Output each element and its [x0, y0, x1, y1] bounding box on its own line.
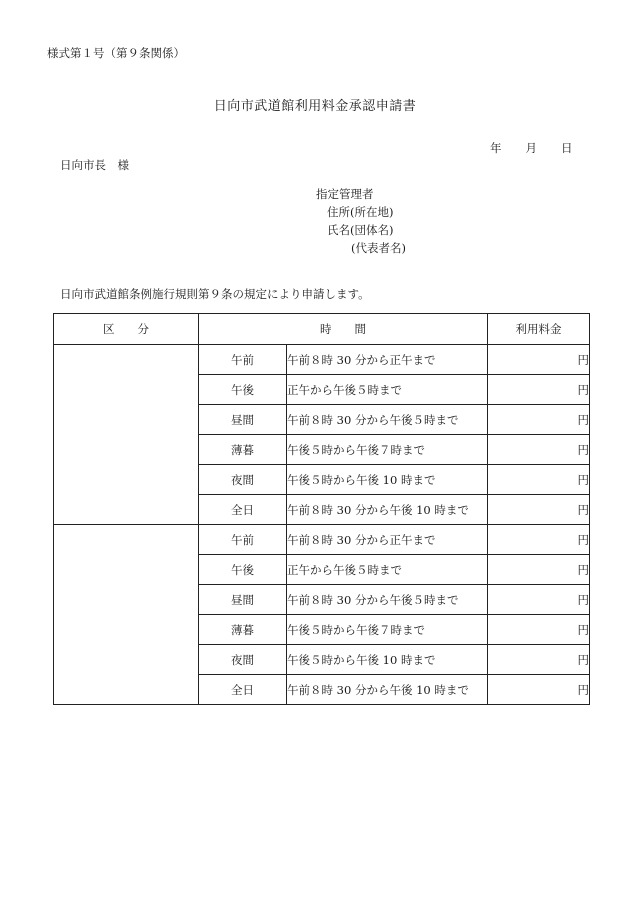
date-line — [490, 140, 573, 156]
hours-cell: 午後５時から午後 10 時まで — [287, 465, 488, 495]
period-cell: 午後 — [199, 375, 287, 405]
hours-cell: 午前８時 30 分から午後 10 時まで — [287, 495, 488, 525]
date-day-label: 日 — [561, 141, 573, 155]
fee-cell[interactable]: 円 — [488, 585, 590, 615]
fee-cell[interactable]: 円 — [488, 435, 590, 465]
period-cell: 夜間 — [199, 645, 287, 675]
fee-cell[interactable]: 円 — [488, 495, 590, 525]
addressee: 日向市長 様 — [60, 158, 129, 172]
period-cell: 午前 — [199, 525, 287, 555]
table-body — [54, 345, 590, 705]
applicant-representative-label: (代表者名) — [351, 241, 406, 255]
fee-cell[interactable]: 円 — [488, 465, 590, 495]
period-cell: 午前 — [199, 345, 287, 375]
table-row — [54, 525, 590, 555]
hours-cell: 午後５時から午後７時まで — [287, 615, 488, 645]
fee-cell[interactable]: 円 — [488, 645, 590, 675]
period-cell: 昼間 — [199, 585, 287, 615]
category-cell[interactable] — [54, 345, 199, 525]
date-year-label: 年 — [490, 141, 502, 155]
period-cell: 午後 — [199, 555, 287, 585]
hours-cell: 午前８時 30 分から午後５時まで — [287, 405, 488, 435]
hours-cell: 午前８時 30 分から正午まで — [287, 345, 488, 375]
period-cell: 夜間 — [199, 465, 287, 495]
fee-cell[interactable]: 円 — [488, 525, 590, 555]
hours-cell: 午前８時 30 分から正午まで — [287, 525, 488, 555]
hours-cell: 正午から午後５時まで — [287, 375, 488, 405]
hours-cell: 午後５時から午後 10 時まで — [287, 645, 488, 675]
fee-cell[interactable]: 円 — [488, 375, 590, 405]
period-cell: 薄暮 — [199, 615, 287, 645]
period-cell: 薄暮 — [199, 435, 287, 465]
hours-cell: 午後５時から午後７時まで — [287, 435, 488, 465]
fee-cell[interactable]: 円 — [488, 675, 590, 705]
fee-cell[interactable]: 円 — [488, 555, 590, 585]
header-time: 時 間 — [199, 314, 488, 345]
period-cell: 昼間 — [199, 405, 287, 435]
form-number: 様式第１号（第９条関係） — [47, 46, 185, 60]
applicant-address-label: 住所(所在地) — [327, 205, 394, 219]
application-statement: 日向市武道館条例施行規則第９条の規定により申請します。 — [60, 287, 370, 301]
category-cell[interactable] — [54, 525, 199, 705]
period-cell: 全日 — [199, 675, 287, 705]
applicant-name-label: 氏名(団体名) — [327, 223, 394, 237]
period-cell: 全日 — [199, 495, 287, 525]
hours-cell: 午前８時 30 分から午後５時まで — [287, 585, 488, 615]
applicant-role: 指定管理者 — [316, 187, 374, 201]
table-header-row — [54, 314, 590, 345]
fee-cell[interactable]: 円 — [488, 615, 590, 645]
fee-cell[interactable]: 円 — [488, 345, 590, 375]
header-category: 区 分 — [54, 314, 199, 345]
header-fee: 利用料金 — [488, 314, 590, 345]
fee-table — [53, 313, 590, 705]
document-title: 日向市武道館利用料金承認申請書 — [213, 99, 417, 114]
hours-cell: 午前８時 30 分から午後 10 時まで — [287, 675, 488, 705]
date-month-label: 月 — [525, 141, 537, 155]
fee-cell[interactable]: 円 — [488, 405, 590, 435]
table-row — [54, 345, 590, 375]
hours-cell: 正午から午後５時まで — [287, 555, 488, 585]
